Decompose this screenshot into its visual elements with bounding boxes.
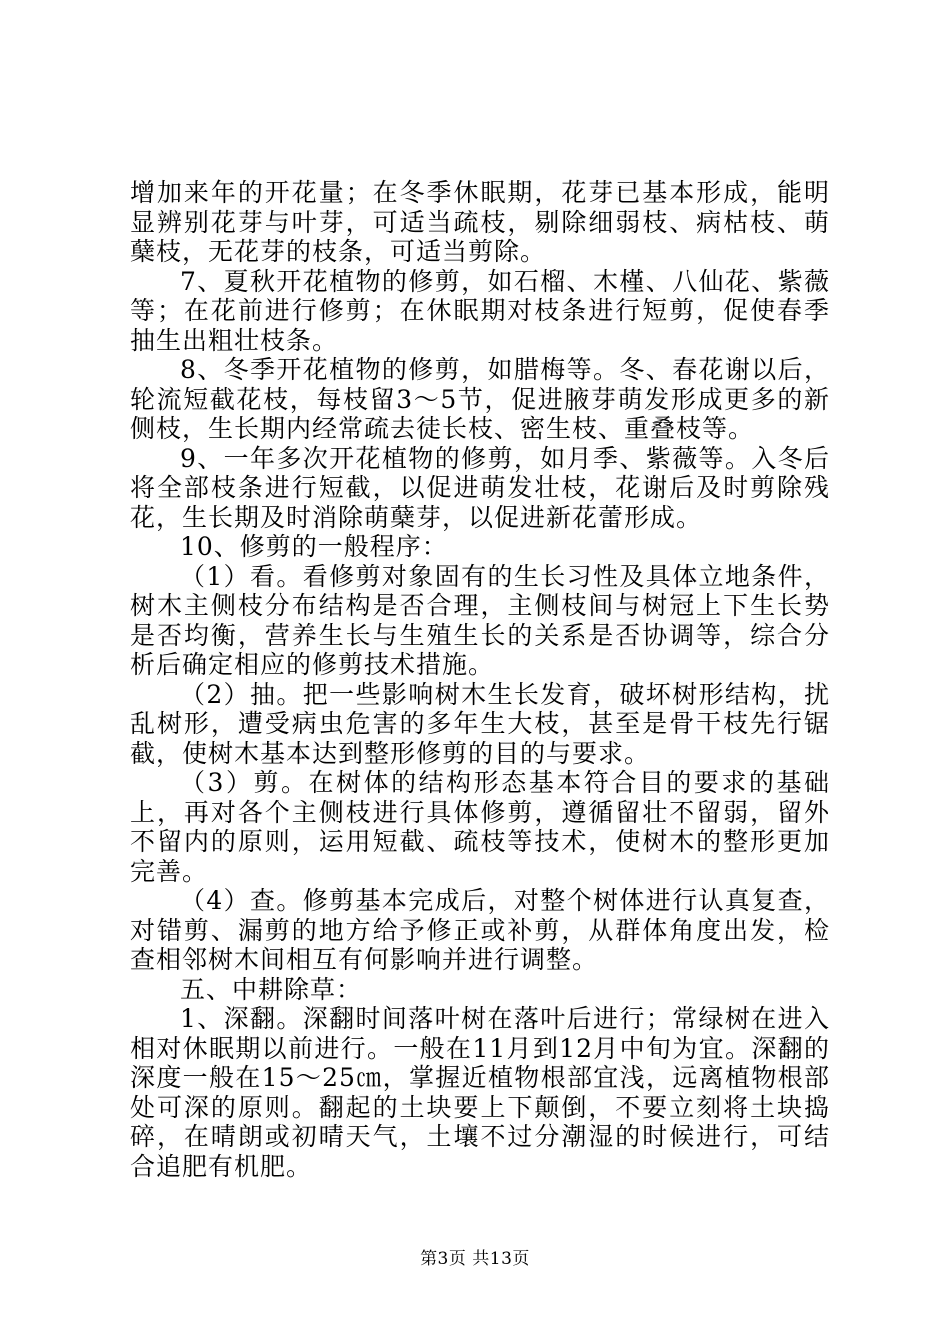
section-heading-weeding: 五、中耕除草： <box>180 974 363 1004</box>
document-body <box>130 178 830 1181</box>
paragraph-step-look: （1）看。看修剪对象固有的生长习性及具体立地条件，树木主侧枝分布结构是否合理，主侧枝间与树冠上下生长势是否均衡，营养生长与生殖生长的关系是否协调等，综合分析后确定相应的修剪技术措施。 <box>130 561 830 679</box>
page-number-footer: 第3页 共13页 <box>420 1249 530 1269</box>
paragraph-step-check: （4）查。修剪基本完成后，对整个树体进行认真复查，对错剪、漏剪的地方给予修正或补剪，从群体角度出发，检查相邻树木间相互有何影响并进行调整。 <box>130 886 830 974</box>
paragraph-item-8: 8、冬季开花植物的修剪，如腊梅等。冬、春花谢以后，轮流短截花枝，每枝留3～5节，促进腋芽萌发形成更多的新侧枝，生长期内经常疏去徒长枝、密生枝、重叠枝等。 <box>130 355 830 443</box>
paragraph-step-cut: （3）剪。在树体的结构形态基本符合目的要求的基础上，再对各个主侧枝进行具体修剪，遵循留壮不留弱，留外不留内的原则，运用短截、疏枝等技术，使树木的整形更加完善。 <box>130 768 830 886</box>
paragraph-step-remove: （2）抽。把一些影响树木生长发育，破坏树形结构，扰乱树形，遭受病虫危害的多年生大枝，甚至是骨干枝先行锯截，使树木基本达到整形修剪的目的与要求。 <box>130 679 830 768</box>
paragraph-deep-tilling: 1、深翻。深翻时间落叶树在落叶后进行；常绿树在进入相对休眠期以前进行。一般在11月到12月中旬为宜。深翻的深度一般在15～25㎝，掌握近植物根部宜浅，远离植物根部处可深的原则。翻起的土块要上下颠倒，不要立刻将土块捣碎，在晴朗或初晴天气，土壤不过分潮湿的时候进行，可结合追肥有机肥。 <box>130 1004 830 1181</box>
paragraph-continuation: 增加来年的开花量；在冬季休眠期，花芽已基本形成，能明显辨别花芽与叶芽，可适当疏枝，剔除细弱枝、病枯枝、萌蘖枝，无花芽的枝条，可适当剪除。 <box>130 178 830 266</box>
paragraph-item-9: 9、一年多次开花植物的修剪，如月季、紫薇等。入冬后将全部枝条进行短截，以促进萌发壮枝，花谢后及时剪除残花，生长期及时消除萌蘖芽，以促进新花蕾形成。 <box>130 443 830 532</box>
paragraph-item-10: 10、修剪的一般程序： <box>180 532 448 561</box>
paragraph-item-7: 7、夏秋开花植物的修剪，如石榴、木槿、八仙花、紫薇等；在花前进行修剪；在休眠期对枝条进行短剪，促使春季抽生出粗壮枝条。 <box>130 266 830 355</box>
